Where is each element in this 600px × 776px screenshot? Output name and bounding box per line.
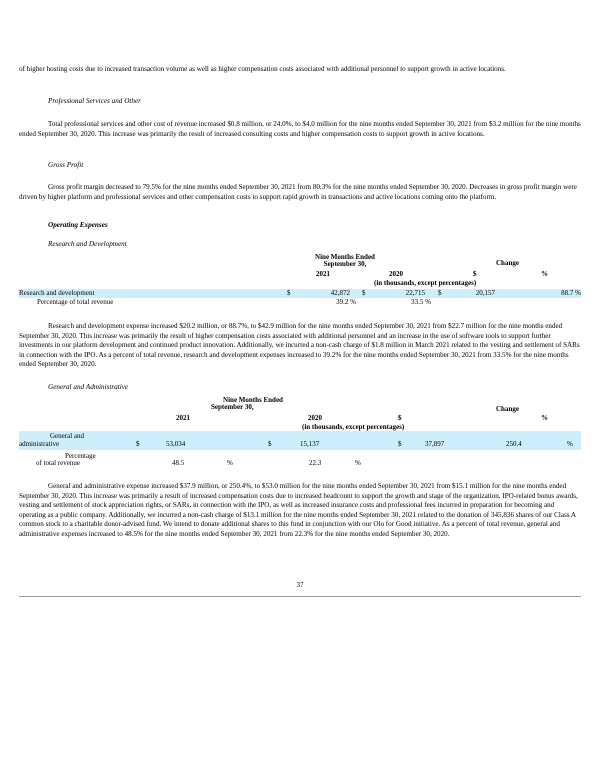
rd-pct-row-2020: 33.5 % xyxy=(411,298,431,306)
ga-paragraph: General and administrative expense increased $37.9 million, or 250.4%, to $53.0 million for the nine months ended September 30, 2021 from $15.1 million for the nine months ended September 30, 2020. This increase was primarily a result of increased compensation costs due to increased headcount to support the growth and stage of the organization, IPO-related bonus awards, vesting and settlement of stock appreciation rights, or SARs, in connection with the IPO, as well as increased insurance costs and professional fees incurred in preparation for becoming and operating as a public company. Additionally, we incurred a non-cash charge of $13.1 million for the nine months ended September 30, 2021 related to the donation of 345,836 shares of our Class A common stock to a charitable donor-advised fund. We intend to donate additional shares to this fund in conjunction with our Olo for Good initiative. As a percent of total revenue, general and administrative expenses increased to 48.5% for the nine months ended September 30, 2021 from 22.3% for the nine months ended September 30, 2020. xyxy=(19,482,578,538)
ga-units: (in thousands, except percentages) xyxy=(302,423,405,431)
rd-period-header-2: September 30, xyxy=(323,260,367,268)
ga-row-change: 37,897 xyxy=(425,440,445,448)
ga-pct-row-label-1: Percentage xyxy=(65,452,96,460)
ga-row-2021: 53,034 xyxy=(166,440,186,448)
ga-pct-row-label-2: of total revenue xyxy=(36,459,80,467)
rd-period-header-1: Nine Months Ended xyxy=(315,253,375,261)
gross-profit-heading: Gross Profit xyxy=(48,161,84,169)
ga-row-2020: 15,137 xyxy=(300,440,320,448)
ga-pct-row-pct-1: % xyxy=(227,459,233,467)
ga-col-pct: % xyxy=(541,414,548,422)
rd-col-2021: 2021 xyxy=(316,270,330,278)
footer-divider xyxy=(19,596,581,597)
gross-profit-paragraph: Gross profit margin decreased to 79.5% for the nine months ended September 30, 2021 from 80.3% for the nine months ended September 30, 2020. Decreases in gross profit margin were driven by higher platform and professional services and other compensation costs to support rapid growth in transactions and active locations coming onto the platform. xyxy=(19,183,577,201)
rd-col-pct: % xyxy=(541,270,548,278)
ga-pct-row-pct-2: % xyxy=(355,459,361,467)
ga-row-label-2: administrative xyxy=(19,440,60,448)
rd-row-highlight xyxy=(19,289,581,298)
rd-row-2020: 22,715 xyxy=(405,289,425,297)
ga-col-dollar: $ xyxy=(398,414,402,422)
rd-col-dollar: $ xyxy=(473,270,477,278)
rd-row-change-pct: 88.7 % xyxy=(561,289,581,297)
rd-row-cur-2: $ xyxy=(362,289,366,297)
ga-change-header: Change xyxy=(496,405,519,413)
ga-pct-row-2021: 48.5 xyxy=(172,459,185,467)
rd-pct-row-2021: 39.2 % xyxy=(336,298,356,306)
ga-col-2021: 2021 xyxy=(176,414,190,422)
rd-row-change: 20,157 xyxy=(475,289,495,297)
ga-heading: General and Administrative xyxy=(48,383,129,391)
professional-services-heading: Professional Services and Other xyxy=(48,97,141,105)
rd-row-2021: 42,872 xyxy=(330,289,350,297)
rd-paragraph: Research and development expense increased $20.2 million, or 88.7%, to $42.9 million for the nine months ended September 30, 2021 from $22.7 million for the nine months ended September 30, 2020. This increase was primarily the result of higher compensation costs associated with additional personnel and an increase in the use of software tools to support further investments in our platform development and continued product innovation. Additionally, we incurred a non-cash charge of $1.8 million in March 2021 related to the vesting and settlement of SARs in connection with the IPO. As a percent of total revenue, research and development expenses increased to 39.2% for the nine months ended September 30, 2021 from 33.5% for the nine months ended September 30, 2020. xyxy=(19,322,580,369)
rd-change-header: Change xyxy=(496,259,519,267)
rd-pct-row-label: Percentage of total revenue xyxy=(37,298,114,306)
ga-period-header-1: Nine Months Ended xyxy=(223,396,283,404)
rd-row-cur-3: $ xyxy=(438,289,442,297)
rd-row-cur-1: $ xyxy=(287,289,291,297)
ga-row-change-pct: 250.4 xyxy=(506,440,522,448)
ga-row-cur-1: $ xyxy=(136,440,140,448)
ga-pct-row-2020: 22.3 xyxy=(309,459,322,467)
rd-heading: Research and Development xyxy=(48,240,127,248)
ga-period-header-2: September 30, xyxy=(211,403,254,411)
ga-row-cur-2: $ xyxy=(268,440,272,448)
operating-expenses-heading: Operating Expenses xyxy=(48,221,108,229)
ga-row-pct-sign: % xyxy=(567,440,573,448)
intro-paragraph: of higher hosting costs due to increased transaction volume as well as higher compensation costs associated with additional personnel to support growth in active locations. xyxy=(19,65,506,73)
ga-col-2020: 2020 xyxy=(308,414,322,422)
rd-col-2020: 2020 xyxy=(389,270,403,278)
rd-units: (in thousands, except percentages) xyxy=(374,279,477,287)
professional-services-paragraph: Total professional services and other cost of revenue increased $0.8 million, or 24.0%, to $4.0 million for the nine months ended September 30, 2021 from $3.2 million for the nine months ended September 30, 2020. This increase was primarily the result of increased consulting costs and higher compensation costs to support growth in active locations. xyxy=(19,120,581,138)
ga-row-label-1: General and xyxy=(50,432,85,440)
ga-row-cur-3: $ xyxy=(398,440,402,448)
page-number: 37 xyxy=(296,581,304,589)
rd-row-label: Research and development xyxy=(19,289,95,297)
